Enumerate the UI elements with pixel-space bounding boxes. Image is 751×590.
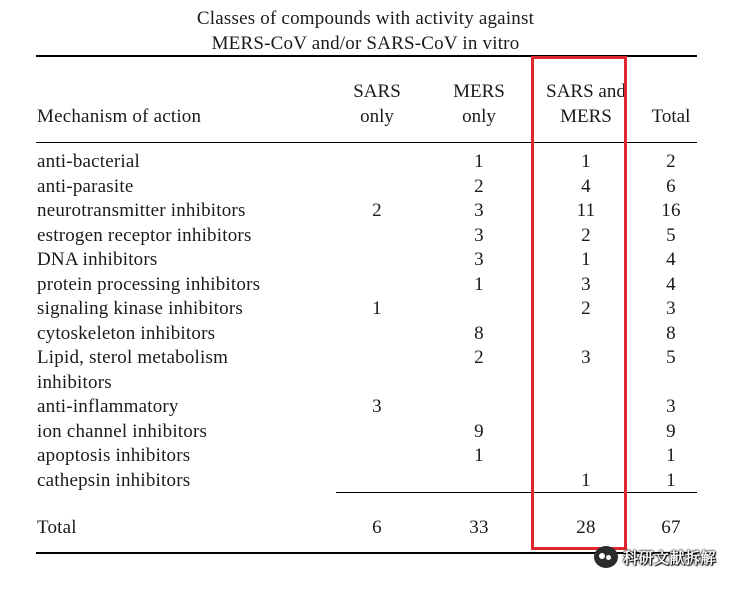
header-mers-only-line-2: only (462, 106, 496, 127)
header-mers-only-line-1: MERS (453, 81, 505, 102)
totals-mers-only: 33 (469, 517, 489, 538)
row-13-total: 1 (666, 470, 676, 491)
row-10-sars-only: 3 (372, 396, 382, 417)
row-4-mechanism: DNA inhibitors (37, 249, 158, 270)
row-2-mers-only: 3 (474, 200, 484, 221)
row-13-mechanism: cathepsin inhibitors (37, 470, 191, 491)
table-title-line-2: MERS-CoV and/or SARS-CoV in vitro (211, 33, 520, 54)
row-2-mechanism: neurotransmitter inhibitors (37, 200, 246, 221)
row-3-mechanism: estrogen receptor inhibitors (37, 225, 252, 246)
table-title-line-1: Classes of compounds with activity against (196, 8, 535, 29)
row-6-sars-only: 1 (372, 298, 382, 319)
row-2-sars-only: 2 (372, 200, 382, 221)
row-1-mechanism: anti-parasite (37, 176, 134, 197)
row-11-mers-only: 9 (474, 421, 484, 442)
header-sars-only-line-1: SARS (353, 81, 401, 102)
row-7-total: 8 (666, 323, 676, 344)
row-0-mechanism: anti-bacterial (37, 151, 141, 172)
body-rule (336, 492, 697, 493)
row-11-mechanism: ion channel inhibitors (37, 421, 208, 442)
row-0-total: 2 (666, 151, 676, 172)
row-11-total: 9 (666, 421, 676, 442)
row-8-mers-only: 2 (474, 347, 484, 368)
row-8-sars-and-mers: 3 (581, 347, 591, 368)
row-7-mers-only: 8 (474, 323, 484, 344)
totals-total: 67 (661, 517, 681, 538)
row-2-total: 16 (661, 200, 681, 221)
header-sars-only-line-2: only (360, 106, 394, 127)
row-1-sars-and-mers: 4 (581, 176, 591, 197)
row-8-total: 5 (666, 347, 676, 368)
row-6-total: 3 (666, 298, 676, 319)
row-10-mechanism: anti-inflammatory (37, 396, 179, 417)
row-12-total: 1 (666, 445, 676, 466)
totals-sars-only: 6 (372, 517, 382, 538)
row-6-mechanism: signaling kinase inhibitors (37, 298, 243, 319)
row-10-total: 3 (666, 396, 676, 417)
header-mechanism: Mechanism of action (37, 106, 202, 127)
row-5-sars-and-mers: 3 (581, 274, 591, 295)
row-1-total: 6 (666, 176, 676, 197)
row-2-sars-and-mers: 11 (576, 200, 596, 221)
row-9-mechanism: inhibitors (37, 372, 112, 393)
totals-sars-and-mers: 28 (576, 517, 596, 538)
row-4-sars-and-mers: 1 (581, 249, 591, 270)
row-8-mechanism: Lipid, sterol metabolism (37, 347, 229, 368)
row-5-mechanism: protein processing inhibitors (37, 274, 261, 295)
watermark-text: 科研文献拆解 (623, 548, 717, 567)
watermark (594, 546, 716, 568)
row-3-sars-and-mers: 2 (581, 225, 591, 246)
wechat-icon (594, 546, 618, 568)
row-0-mers-only: 1 (474, 151, 484, 172)
totals-label: Total (37, 517, 77, 538)
row-3-total: 5 (666, 225, 676, 246)
row-4-total: 4 (666, 249, 676, 270)
row-7-mechanism: cytoskeleton inhibitors (37, 323, 216, 344)
row-4-mers-only: 3 (474, 249, 484, 270)
row-3-mers-only: 3 (474, 225, 484, 246)
row-12-mechanism: apoptosis inhibitors (37, 445, 191, 466)
row-5-mers-only: 1 (474, 274, 484, 295)
header-sars-and-mers-line-1: SARS and (546, 81, 626, 102)
row-5-total: 4 (666, 274, 676, 295)
row-0-sars-and-mers: 1 (581, 151, 591, 172)
row-13-sars-and-mers: 1 (581, 470, 591, 491)
header-total: Total (651, 106, 691, 127)
header-sars-and-mers-line-2: MERS (560, 106, 612, 127)
row-12-mers-only: 1 (474, 445, 484, 466)
row-6-sars-and-mers: 2 (581, 298, 591, 319)
sars-and-mers-highlight-box (531, 56, 627, 550)
row-1-mers-only: 2 (474, 176, 484, 197)
